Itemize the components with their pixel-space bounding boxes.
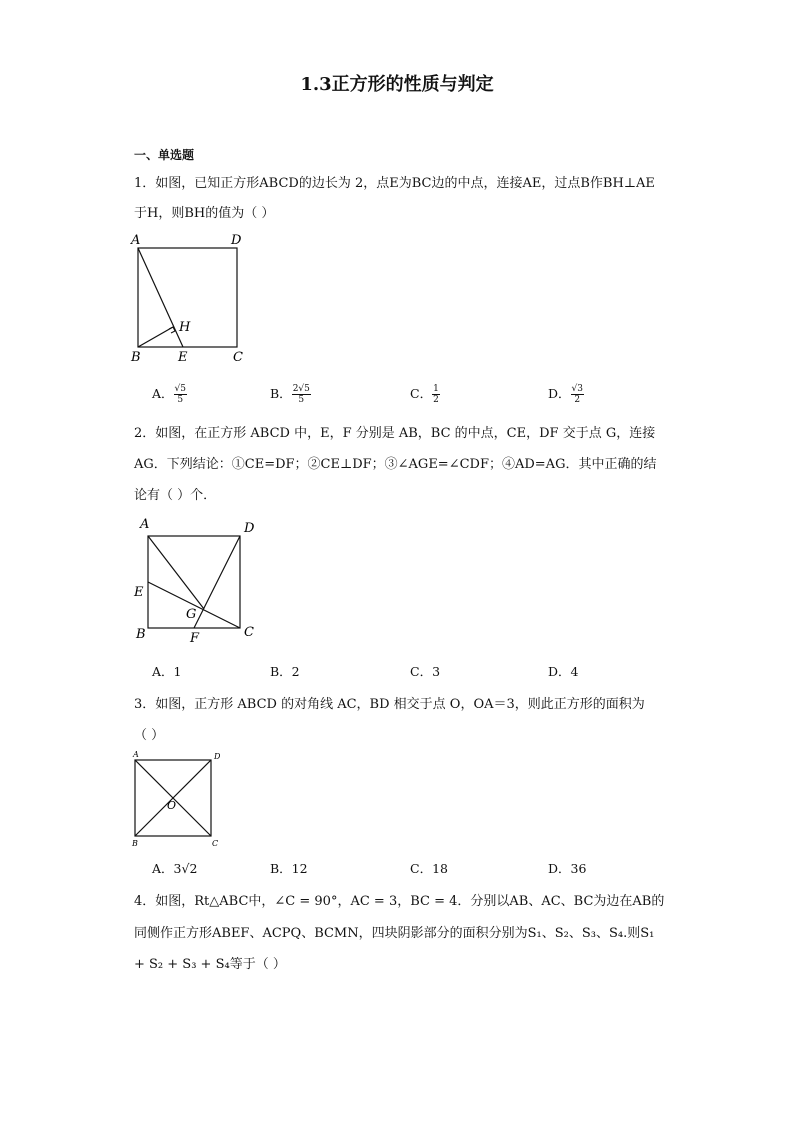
q3-option-d[interactable]: D．36 bbox=[548, 861, 587, 876]
q2-option-b[interactable]: B．2 bbox=[270, 664, 300, 679]
q3-text-line2: （ ） bbox=[134, 728, 165, 743]
q1-label-B: B bbox=[131, 350, 141, 365]
q4-text-line1: 4．如图，Rt△ABC中，∠C = 90°，AC = 3，BC = 4．分别以AB、AC、BC为边在AB的 bbox=[134, 894, 665, 909]
q2-label-B: B bbox=[136, 627, 146, 642]
q2-text-line1: 2．如图，在正方形 ABCD 中，E，F 分别是 AB，BC 的中点，CE，DF 交于点 G，连接 bbox=[134, 426, 656, 441]
q3-options bbox=[152, 859, 712, 881]
q1-option-a[interactable]: A． $\frac{√5}{5}$ bbox=[152, 384, 186, 405]
q1-option-c[interactable]: C． $\frac{1}{2}$ bbox=[410, 384, 439, 405]
q3-option-b[interactable]: B．12 bbox=[270, 861, 308, 876]
q2-label-C: C bbox=[244, 625, 254, 640]
q3-label-A: A bbox=[133, 750, 139, 759]
q3-label-B: B bbox=[132, 839, 138, 848]
section-heading: 一、单选题 bbox=[134, 148, 195, 162]
q2-label-D: D bbox=[244, 521, 255, 536]
page-title: 1.3正方形的性质与判定 bbox=[300, 74, 494, 95]
q1-label-D: D bbox=[231, 233, 242, 248]
q1-label-E: E bbox=[178, 350, 188, 365]
q3-figure bbox=[128, 748, 228, 850]
q1-text-line1: 1．如图，已知正方形ABCD的边长为 2，点E为BC边的中点，连接AE，过点B作BH⊥AE bbox=[134, 176, 655, 191]
q2-option-c[interactable]: C．3 bbox=[410, 664, 441, 679]
q2-label-E: E bbox=[134, 585, 144, 600]
q3-option-a[interactable]: A．3√2 bbox=[152, 861, 198, 876]
q2-label-A: A bbox=[140, 517, 150, 532]
q1-option-d[interactable]: D． $\frac{√3}{2}$ bbox=[548, 384, 583, 405]
q2-label-G: G bbox=[186, 607, 197, 622]
q1-label-C: C bbox=[233, 350, 243, 365]
q3-text-line1: 3．如图，正方形 ABCD 的对角线 AC，BD 相交于点 O，OA＝3，则此正方形的面积为 bbox=[134, 697, 645, 712]
q4-text-line3: + S₂ + S₃ + S₄等于（ ） bbox=[134, 957, 286, 972]
q3-option-c[interactable]: C．18 bbox=[410, 861, 448, 876]
q1-option-b[interactable]: B． $\frac{2√5}{5}$ bbox=[270, 384, 310, 405]
q1-options bbox=[152, 384, 712, 406]
q1-label-H: H bbox=[179, 320, 191, 335]
q2-text-line2: AG．下列结论：①CE=DF；②CE⊥DF；③∠AGE=∠CDF；④AD=AG．其中正确的结 bbox=[134, 457, 657, 472]
q3-label-D: D bbox=[214, 752, 221, 761]
q1-label-A: A bbox=[131, 233, 141, 248]
q2-figure bbox=[130, 512, 260, 647]
q4-text-line2: 同侧作正方形ABEF、ACPQ、BCMN，四块阴影部分的面积分别为S₁、S₂、S₃、S₄.则S₁ bbox=[134, 926, 655, 941]
q2-text-line3: 论有（ ）个． bbox=[134, 488, 217, 503]
q2-option-a[interactable]: A．1 bbox=[152, 664, 182, 679]
q3-label-C: C bbox=[212, 839, 219, 848]
q2-options bbox=[152, 662, 712, 684]
q3-label-O: O bbox=[167, 799, 177, 812]
q1-figure bbox=[128, 228, 253, 368]
q2-option-d[interactable]: D．4 bbox=[548, 664, 579, 679]
q1-text-line2: 于H，则BH的值为（ ） bbox=[134, 206, 275, 221]
q2-label-F: F bbox=[190, 631, 200, 646]
